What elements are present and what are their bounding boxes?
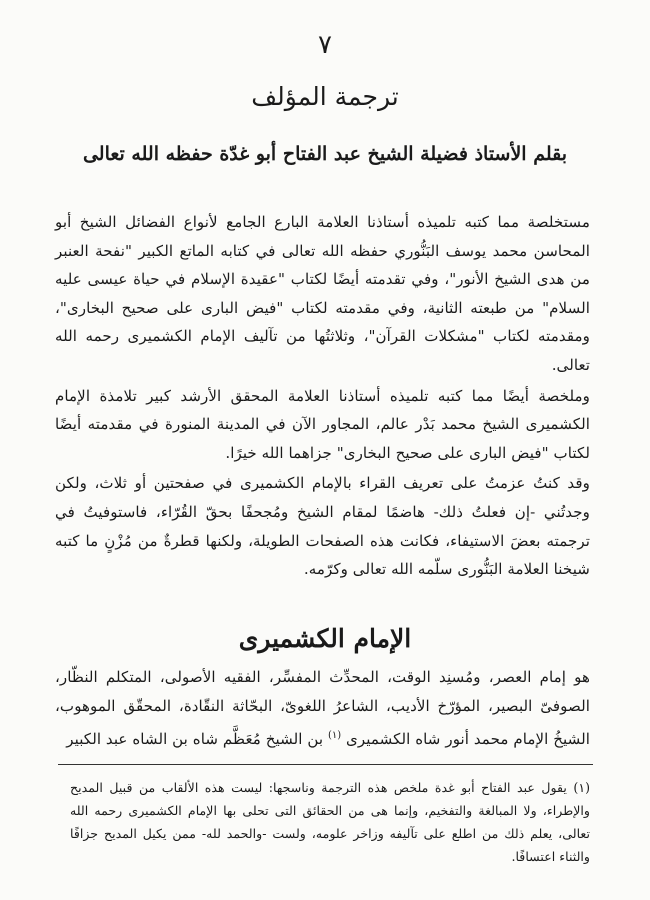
footnote: (١) يقول عبد الفتاح أبو غدة ملخص هذه الترجمة وناسجها: ليست هذه الألقاب من قبيل المديح والإطراء، ولا المبالغة والتفخيم، وإنما هى من الحقائق التى تحلى بها الإمام الكشميرى رحمه الله تعالى، يعلم ذلك من اطلع على تآليفه وزاخر علومه، ولست -والحمد لله- ممن يكيل المديح جزافًا والثناء اعتسافًا. — [70, 780, 590, 864]
paragraph-2: وملخصة أيضًا مما كتبه تلميذه أستاذنا العلامة المحقق الأرشد كبير تلامذة الإمام الكشميرى الشيخ محمد بَدْر عالم، المجاور الآن في المدينة المنورة في مقدمته أيضًا لكتاب "فيض البارى على صحيح البخارى" جزاهما الله خيرًا. — [55, 386, 590, 462]
section-text-part-2: بن الشيخ مُعَظَّم شاه بن الشاه عبد الكبير — [66, 730, 324, 749]
page-title: ترجمة المؤلف — [251, 82, 399, 111]
section-heading: الإمام الكشميرى — [238, 624, 412, 653]
footnote-divider — [58, 764, 593, 765]
paragraph-3: وقد كنتُ عزمتُ على تعريف القراء بالإمام الكشميرى في صفحتين أو ثلاث، ولكن وجدتُني -إن فعلتُ ذلك- هاضمًا لمقام الشيخ ومُجحفًا بحقّ القُرّاء، فاستوفيتُ في ترجمته بعضَ الاستيفاء، فكانت هذه الصفحات الطويلة، ولكنها قطرةٌ من مُزْنٍ ما كتبه شيخنا العلامة البَنُّورى سلّمه الله تعالى وكرّمه. — [55, 474, 590, 579]
section-text-part-1: هو إمام العصر، ومُسنِد الوقت، المحدِّث المفسِّر، الفقيه الأصولى، المتكلم النظّار، الصوفىّ البصير، المؤرّخ الأديب، الشاعرُ اللغوىّ، البحّاثة النقّادة، المحقّق الموهوب، الشيخُ الإمام محمد أنور شاه الكشميرى — [55, 668, 590, 749]
page-number: ٧ — [318, 30, 332, 60]
section-paragraph — [55, 663, 590, 754]
footnote-marker: (١) — [327, 730, 342, 741]
byline: بقلم الأستاذ فضيلة الشيخ عبد الفتاح أبو غدّة حفظه الله تعالى — [82, 143, 568, 165]
paragraph-1: مستخلصة مما كتبه تلميذه أستاذنا العلامة البارع الجامع لأنواع الفضائل الشيخ أبو المحاسن محمد يوسف البَنُّوري حفظه الله تعالى في كتابه الماتع الكبير "نفحة العنبر من هدى الشيخ الأنور"، وفي تقدمته أيضًا لكتاب "عقيدة الإسلام في حياة عيسى عليه السلام" من طبعته الثانية، وفي مقدمته لكتاب "فيض البارى على صحيح البخارى"، ومقدمته لكتاب "مشكلات القرآن"، وثلاثتُها من تآليف الإمام الكشميرى رحمه الله تعالى. — [55, 213, 590, 374]
intro-text — [55, 208, 590, 584]
section-text — [55, 663, 590, 754]
